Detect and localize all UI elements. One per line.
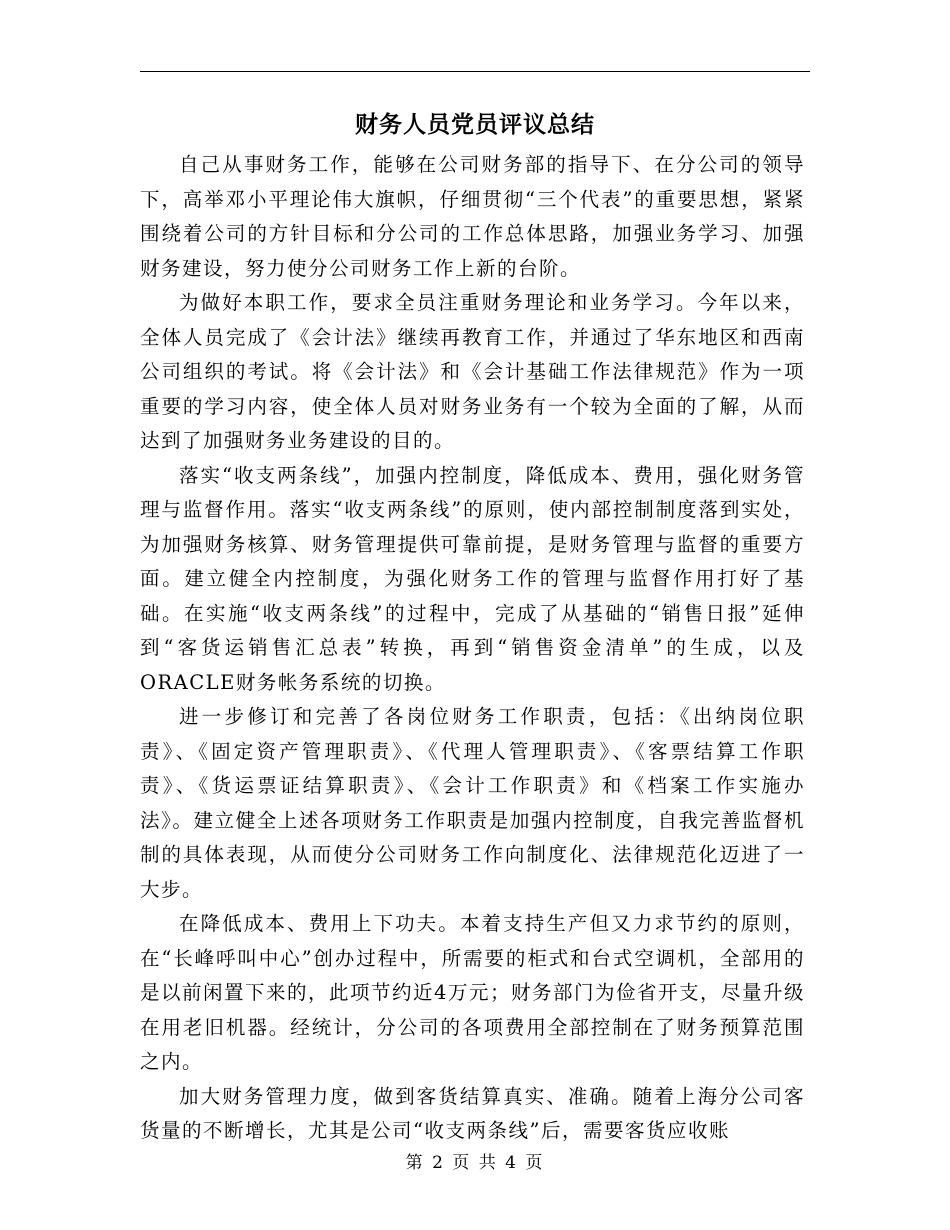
paragraph: 在降低成本、费用上下功夫。本着支持生产但又力求节约的原则，在“长峰呼叫中心”创办过程中，所需要的柜式和台式空调机，全部用的是以前闲置下来的，此项节约近4万元；财务部门为俭省开支，尽量升级在用老旧机器。经统计，分公司的各项费用全部控制在了财务预算范围之内。 xyxy=(140,912,805,1073)
page-footer xyxy=(140,1150,810,1176)
paragraph: 落实“收支两条线”，加强内控制度，降低成本、费用，强化财务管理与监督作用。落实“收支两条线”的原则，使内部控制制度落到实处，为加强财务核算、财务管理提供可靠前提，是财务管理与监督的重要方面。建立健全内控制度，为强化财务工作的管理与监督作用打好了基础。在实施“收支两条线”的过程中，完成了从基础的“销售日报”延伸到“客货运销售汇总表”转换，再到“销售资金清单”的生成，以及ORACLE财务帐务系统的切换。 xyxy=(140,463,805,694)
header-rule xyxy=(140,71,810,72)
document-title: 财务人员党员评议总结 xyxy=(355,111,595,138)
paragraph: 自己从事财务工作，能够在公司财务部的指导下、在分公司的领导下，高举邓小平理论伟大旗帜，仔细贯彻“三个代表”的重要思想，紧紧围绕着公司的方针目标和分公司的工作总体思路，加强业务学习、加强财务建设，努力使分公司财务工作上新的台阶。 xyxy=(140,153,805,280)
document-body xyxy=(140,148,805,1149)
paragraph: 为做好本职工作，要求全员注重财务理论和业务学习。今年以来，全体人员完成了《会计法》继续再教育工作，并通过了华东地区和西南公司组织的考试。将《会计法》和《会计基础工作法律规范》作为一项重要的学习内容，使全体人员对财务业务有一个较为全面的了解，从而达到了加强财务业务建设的目的。 xyxy=(140,291,805,452)
paragraph: 加大财务管理力度，做到客货结算真实、准确。随着上海分公司客货量的不断增长，尤其是公司“收支两条线”后，需要客货应收账 xyxy=(140,1084,805,1142)
page-number: 第 2 页 共 4 页 xyxy=(405,1153,545,1173)
paragraph: 进一步修订和完善了各岗位财务工作职责，包括：《出纳岗位职责》、《固定资产管理职责》、《代理人管理职责》、《客票结算工作职责》、《货运票证结算职责》、《会计工作职责》和《档案工作实施办法》。建立健全上述各项财务工作职责是加强内控制度，自我完善监督机制的具体表现，从而使分公司财务工作向制度化、法律规范化迈进了一大步。 xyxy=(140,705,805,901)
